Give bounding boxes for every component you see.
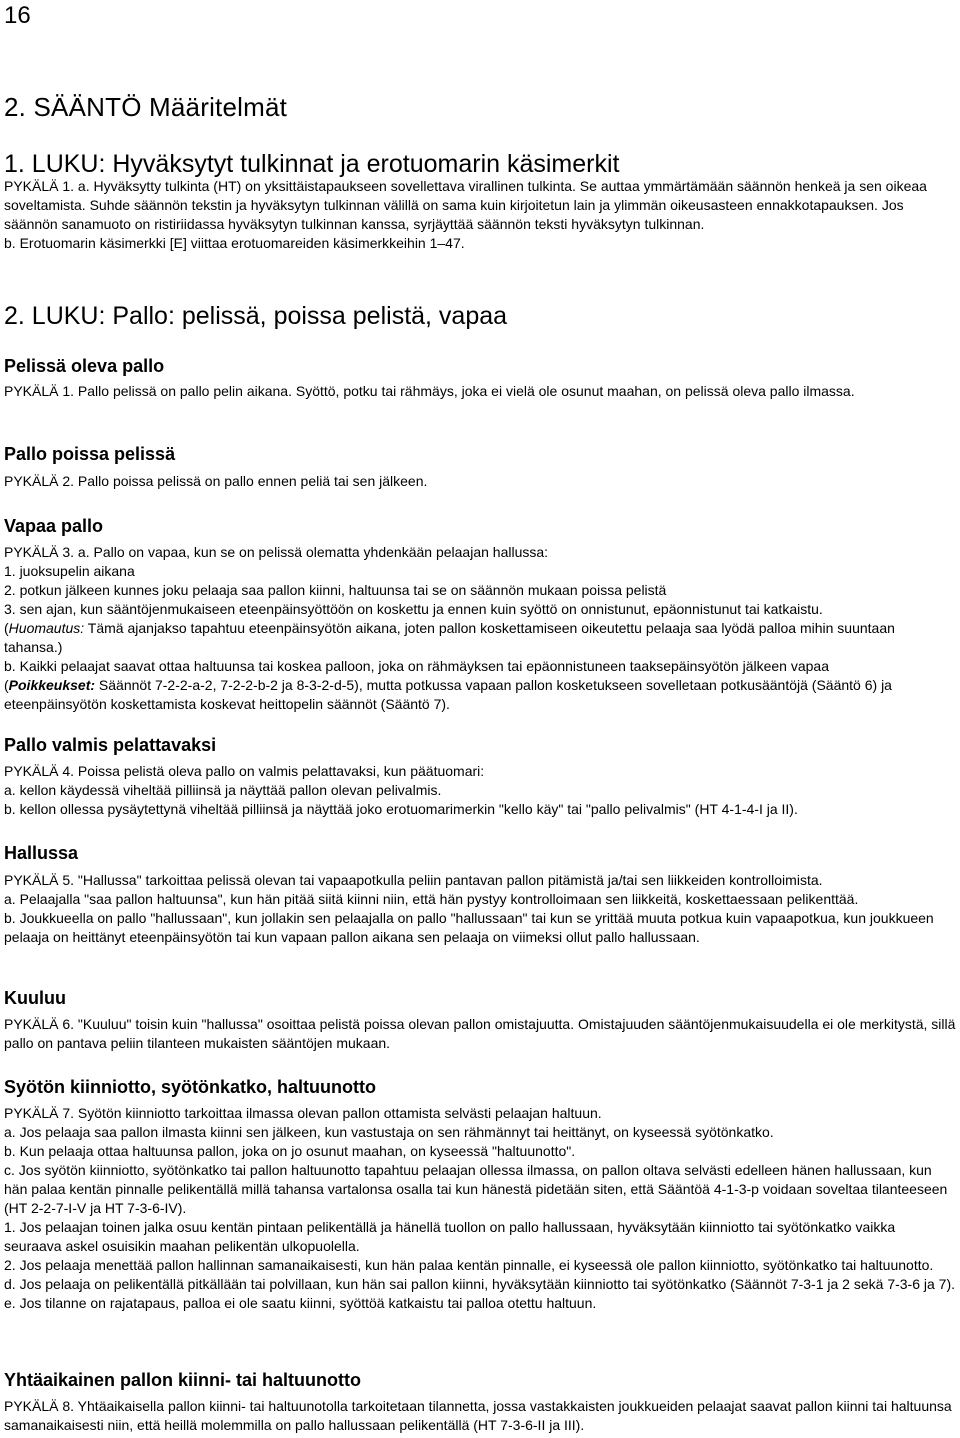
note-paragraph [4, 619, 956, 657]
paragraph: a. Pelaajalla "saa pallon haltuunsa", kun hän pitää siitä kiinni niin, että hän pystyy kontrolloimaan sen liikkeitä, koskettaessaan pelikenttää. [4, 891, 859, 907]
section-heading: Pelissä oleva pallo [4, 356, 165, 376]
paragraph: b. kellon ollessa pysäytettynä viheltää pilliinsä ja näyttää joko erotuomarimerkin "kello käy" tai "pallo pelivalmis" (HT 4-1-4-I ja II). [4, 801, 798, 817]
paragraph: b. Erotuomarin käsimerkki [E] viittaa erotuomareiden käsimerkkeihin 1–47. [4, 235, 465, 251]
paragraph: 2. Jos pelaaja menettää pallon hallinnan samanaikaisesti, kun hän palaa kentän pinnalle, ei kyseessä ole pallon kiinniotto, syötönkatko tai haltuunotto. [4, 1257, 934, 1273]
section-body [4, 762, 956, 819]
section-heading: Syötön kiinniotto, syötönkatko, haltuunotto [4, 1077, 376, 1097]
section-heading: Hallussa [4, 843, 79, 863]
section-heading: Pallo poissa pelissä [4, 444, 176, 464]
section-body [4, 543, 956, 714]
rule-title: 2. SÄÄNTÖ Määritelmät [4, 92, 288, 122]
paragraph: PYKÄLÄ 1. Pallo pelissä on pallo pelin aikana. Syöttö, potku tai rähmäys, joka ei vielä ole osunut maahan, on pelissä oleva pallo ilmassa. [4, 383, 855, 399]
paragraph: 1. juoksupelin aikana [4, 563, 135, 579]
paragraph: b. Kaikki pelaajat saavat ottaa haltuunsa tai koskea palloon, joka on rähmäyksen tai epäonnistuneen taaksepäinsyötön jälkeen vapaa [4, 658, 830, 674]
paragraph: 3. sen ajan, kun sääntöjenmukaiseen eteenpäinsyöttöön on koskettu ja ennen kuin syöttö on onnistunut, epäonnistunut tai katkaistu. [4, 601, 823, 617]
exception-paragraph [4, 676, 956, 714]
note-label: Huomautus: [8, 620, 85, 636]
paragraph: c. Jos syötön kiinniotto, syötönkatko tai pallon haltuunotto tapahtuu pelaajan ollessa ilmassa, on pallon oltava selvästi edelleen hänen hallussaan, kun hän palaa kentän pinnalle pelikentällä millä tahansa vartalonsa osalla tai kun hänestä pidetään siten, että Sääntöä 4-1-3-p voidaan soveltaa tilanteeseen (HT 2-2-7-I-V ja HT 7-3-6-IV). [4, 1162, 948, 1216]
paragraph: 2. potkun jälkeen kunnes joku pelaaja saa pallon kiinni, haltuunsa tai se on säännön mukaan poissa pelistä [4, 582, 667, 598]
paragraph: PYKÄLÄ 5. "Hallussa" tarkoittaa pelissä olevan tai vapaapotkulla peliin pantavan pallon pitämistä ja/tai sen liikkeiden kontrolloimista. [4, 872, 823, 888]
section-heading: Kuuluu [4, 988, 66, 1008]
section-body [4, 1397, 956, 1435]
chapter-1-title: 1. LUKU: Hyväksytyt tulkinnat ja erotuomarin käsimerkit [4, 150, 620, 178]
paragraph: a. kellon käydessä viheltää pilliinsä ja näyttää pallon olevan pelivalmis. [4, 782, 442, 798]
paragraph: b. Joukkueella on pallo "hallussaan", kun jollakin sen pelaajalla on pallo "hallussaan" tai kun se yrittää muuta potkua kuin vapaapotkua, kun joukkueen pelaaja on heittänyt eteenpäinsyötön tai kun vapaan pallon aikana sen pelaaja on viimeksi ollut pallo hallussaan. [4, 910, 934, 945]
exception-open: ( [4, 677, 9, 693]
paragraph: PYKÄLÄ 7. Syötön kiinniotto tarkoittaa ilmassa olevan pallon ottamista selvästi pelaajan haltuun. [4, 1105, 602, 1121]
paragraph: PYKÄLÄ 1. a. Hyväksytty tulkinta (HT) on yksittäistapaukseen sovellettava virallinen tulkinta. Se auttaa ymmärtämään säännön henkeä ja sen oikeaa soveltamista. Suhde säännön tekstin ja hyväksytyn tulkinnan välillä on sama kuin kirjoitetun lain ja ylimmän oikeusasteen ennakkotapauksen. Jos säännön sanamuoto on ristiriidassa hyväksytyn tulkinnan kanssa, syrjäyttää säännön teksti hyväksytyn tulkinnan. [4, 178, 927, 232]
paragraph: PYKÄLÄ 4. Poissa pelistä oleva pallo on valmis pelattavaksi, kun päätuomari: [4, 763, 485, 779]
paragraph: d. Jos pelaaja on pelikentällä pitkällään tai polvillaan, kun hän sai pallon kiinni, hyväksytään kiinniotto tai syötönkatko (Säännöt 7-3-1 ja 2 sekä 7-3-6 ja 7). [4, 1276, 956, 1292]
section-heading: Pallo valmis pelattavaksi [4, 735, 217, 755]
section-body [4, 1104, 956, 1313]
section-body [4, 472, 956, 491]
paragraph: b. Kun pelaaja ottaa haltuunsa pallon, joka on jo osunut maahan, on kyseessä "haltuunotto". [4, 1143, 576, 1159]
page-number: 16 [4, 2, 31, 29]
exception-label: Poikkeukset: [8, 677, 96, 693]
note-open: ( [4, 620, 9, 636]
paragraph: PYKÄLÄ 8. Yhtäaikaisella pallon kiinni- tai haltuunotolla tarkoitetaan tilannetta, jossa vastakkaisten joukkueiden pelaajat saavat pallon kiinni tai haltuunsa samanaikaisesti niin, että heillä molemmilla on pallo hallussaan pelikentällä (HT 7-3-6-II ja III). [4, 1398, 952, 1433]
section-body [4, 871, 956, 947]
paragraph: 1. Jos pelaajan toinen jalka osuu kentän pintaan pelikentällä ja hänellä tuollon on pallo hallussaan, hyväksytään kiinniotto tai syötönkatko vaikka seuraava askel osuisikin maahan pelikentän ulkopuolella. [4, 1219, 896, 1254]
paragraph: PYKÄLÄ 6. "Kuuluu" toisin kuin "hallussa" osoittaa pelistä poissa olevan pallon omistajuutta. Omistajuuden sääntöjenmukaisuudella ei ole merkitystä, sillä pallo on pantava peliin tilanteen mukaisten sääntöjen mukaan. [4, 1016, 956, 1051]
section-body [4, 1015, 956, 1053]
section-heading: Yhtäaikainen pallon kiinni- tai haltuunotto [4, 1370, 362, 1390]
section-heading: Vapaa pallo [4, 516, 104, 536]
paragraph: PYKÄLÄ 2. Pallo poissa pelissä on pallo ennen peliä tai sen jälkeen. [4, 473, 428, 489]
paragraph: a. Jos pelaaja saa pallon ilmasta kiinni sen jälkeen, kun vastustaja on sen rähmännyt tai heittänyt, on kyseessä syötönkatko. [4, 1124, 774, 1140]
section-body [4, 382, 956, 401]
chapter-2-title: 2. LUKU: Pallo: pelissä, poissa pelistä, vapaa [4, 302, 508, 330]
chapter-1-body [4, 177, 956, 253]
exception-text: Säännöt 7-2-2-a-2, 7-2-2-b-2 ja 8-3-2-d-5), mutta potkussa vapaan pallon kosketukseen sovelletaan potkusääntöjä (Sääntö 6) ja eteenpäinsyötön koskettamista koskevat heittopelin säännöt (Sääntö 7). [4, 677, 892, 712]
paragraph: e. Jos tilanne on rajatapaus, palloa ei ole saatu kiinni, syöttöä katkaistu tai palloa otettu haltuun. [4, 1295, 597, 1311]
note-text: Tämä ajanjakso tapahtuu eteenpäinsyötön aikana, joten pallon koskettamiseen oikeutettu pelaaja saa lyödä palloa mihin suuntaan tahansa.) [4, 620, 895, 655]
paragraph: PYKÄLÄ 3. a. Pallo on vapaa, kun se on pelissä olematta yhdenkään pelaajan hallussa: [4, 544, 549, 560]
